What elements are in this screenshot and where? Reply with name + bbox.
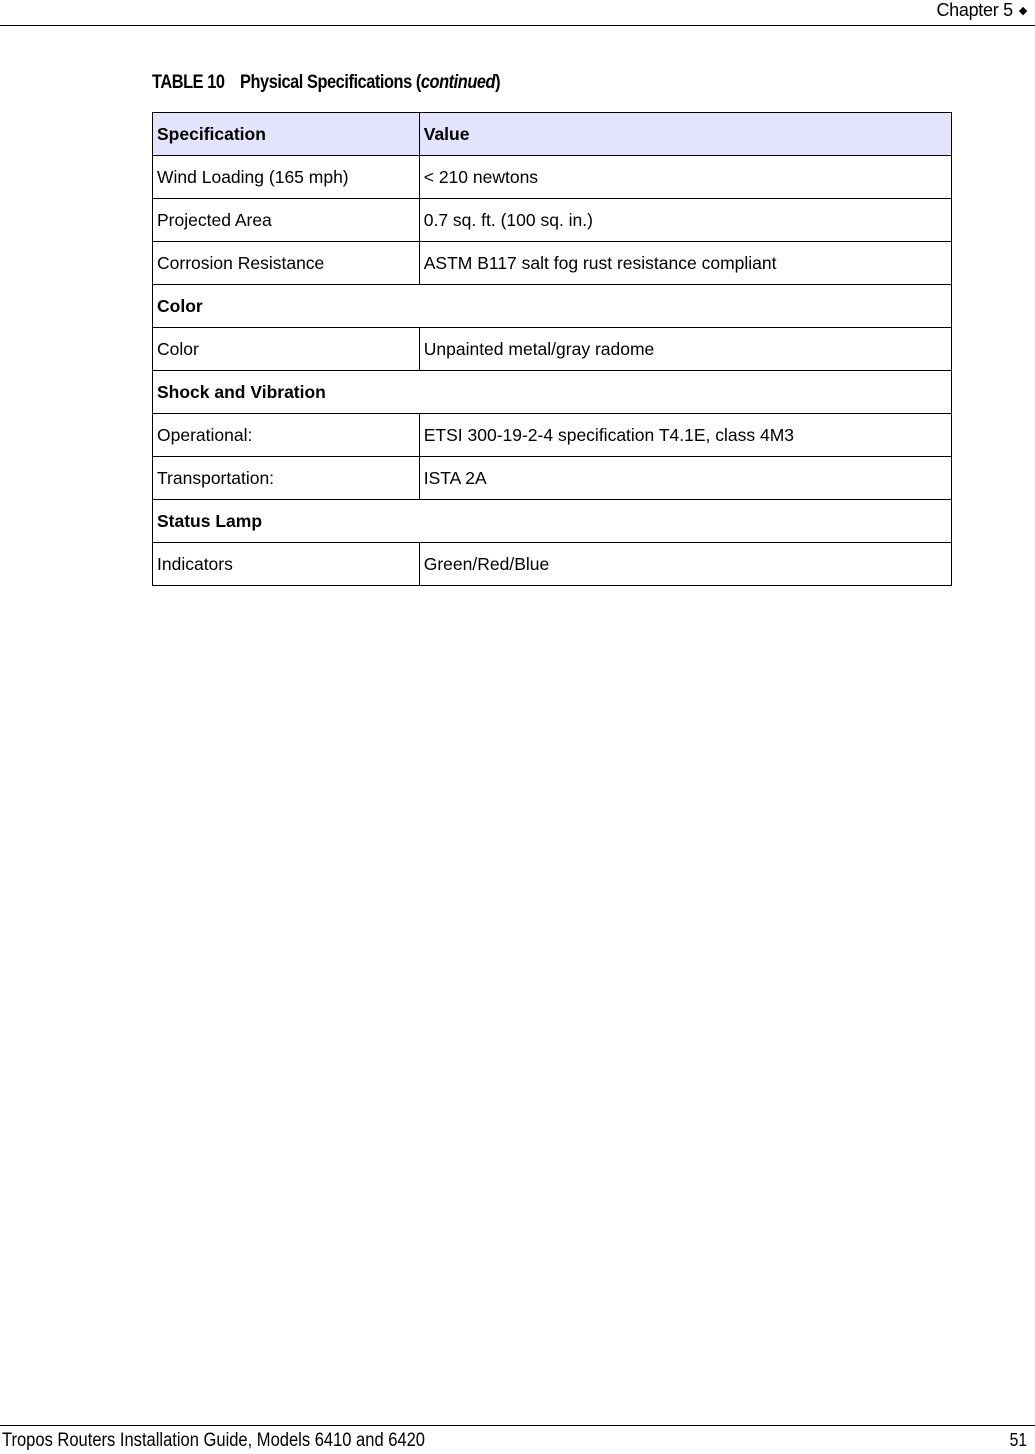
column-header-specification: Specification: [153, 113, 420, 156]
spec-cell: Corrosion Resistance: [153, 242, 420, 285]
value-cell: 0.7 sq. ft. (100 sq. in.): [419, 199, 951, 242]
spec-cell: Transportation:: [153, 457, 420, 500]
table-row: [153, 457, 952, 500]
page-header: [0, 0, 1035, 26]
chapter-label: [936, 0, 1027, 21]
value-cell: ASTM B117 salt fog rust resistance compliant: [419, 242, 951, 285]
table-title: Physical Specifications (: [240, 72, 421, 93]
table-header-row: [153, 113, 952, 156]
spec-cell: Indicators: [153, 543, 420, 586]
physical-specifications-table: [152, 112, 952, 586]
page-number: 51: [1009, 1430, 1027, 1450]
document-title: Tropos Routers Installation Guide, Models 6410 and 6420: [2, 1430, 426, 1451]
table-group-row: [153, 500, 952, 543]
table-row: [153, 414, 952, 457]
spec-cell: Projected Area: [153, 199, 420, 242]
column-header-value: Value: [419, 113, 951, 156]
table-row: [153, 328, 952, 371]
table-group-row: [153, 371, 952, 414]
value-cell: ETSI 300-19-2-4 specification T4.1E, class 4M3: [419, 414, 951, 457]
table-caption: [152, 72, 500, 94]
table-group-row: [153, 285, 952, 328]
table-row: [153, 242, 952, 285]
group-heading-color: Color: [153, 285, 952, 328]
group-heading-status-lamp: Status Lamp: [153, 500, 952, 543]
page-footer: [0, 1425, 1035, 1454]
value-cell: ISTA 2A: [419, 457, 951, 500]
spec-cell: Wind Loading (165 mph): [153, 156, 420, 199]
diamond-icon: ◆: [1018, 5, 1027, 17]
spec-cell: Color: [153, 328, 420, 371]
table-title-continued: continued: [420, 72, 496, 93]
value-cell: Unpainted metal/gray radome: [419, 328, 951, 371]
table-number: TABLE 10: [152, 72, 225, 93]
table-row: [153, 543, 952, 586]
spec-cell: Operational:: [153, 414, 420, 457]
group-heading-shock-vibration: Shock and Vibration: [153, 371, 952, 414]
chapter-text: Chapter 5: [936, 0, 1013, 20]
value-cell: < 210 newtons: [419, 156, 951, 199]
table-row: [153, 199, 952, 242]
table-title-close: ): [495, 72, 501, 93]
table-row: [153, 156, 952, 199]
value-cell: Green/Red/Blue: [419, 543, 951, 586]
